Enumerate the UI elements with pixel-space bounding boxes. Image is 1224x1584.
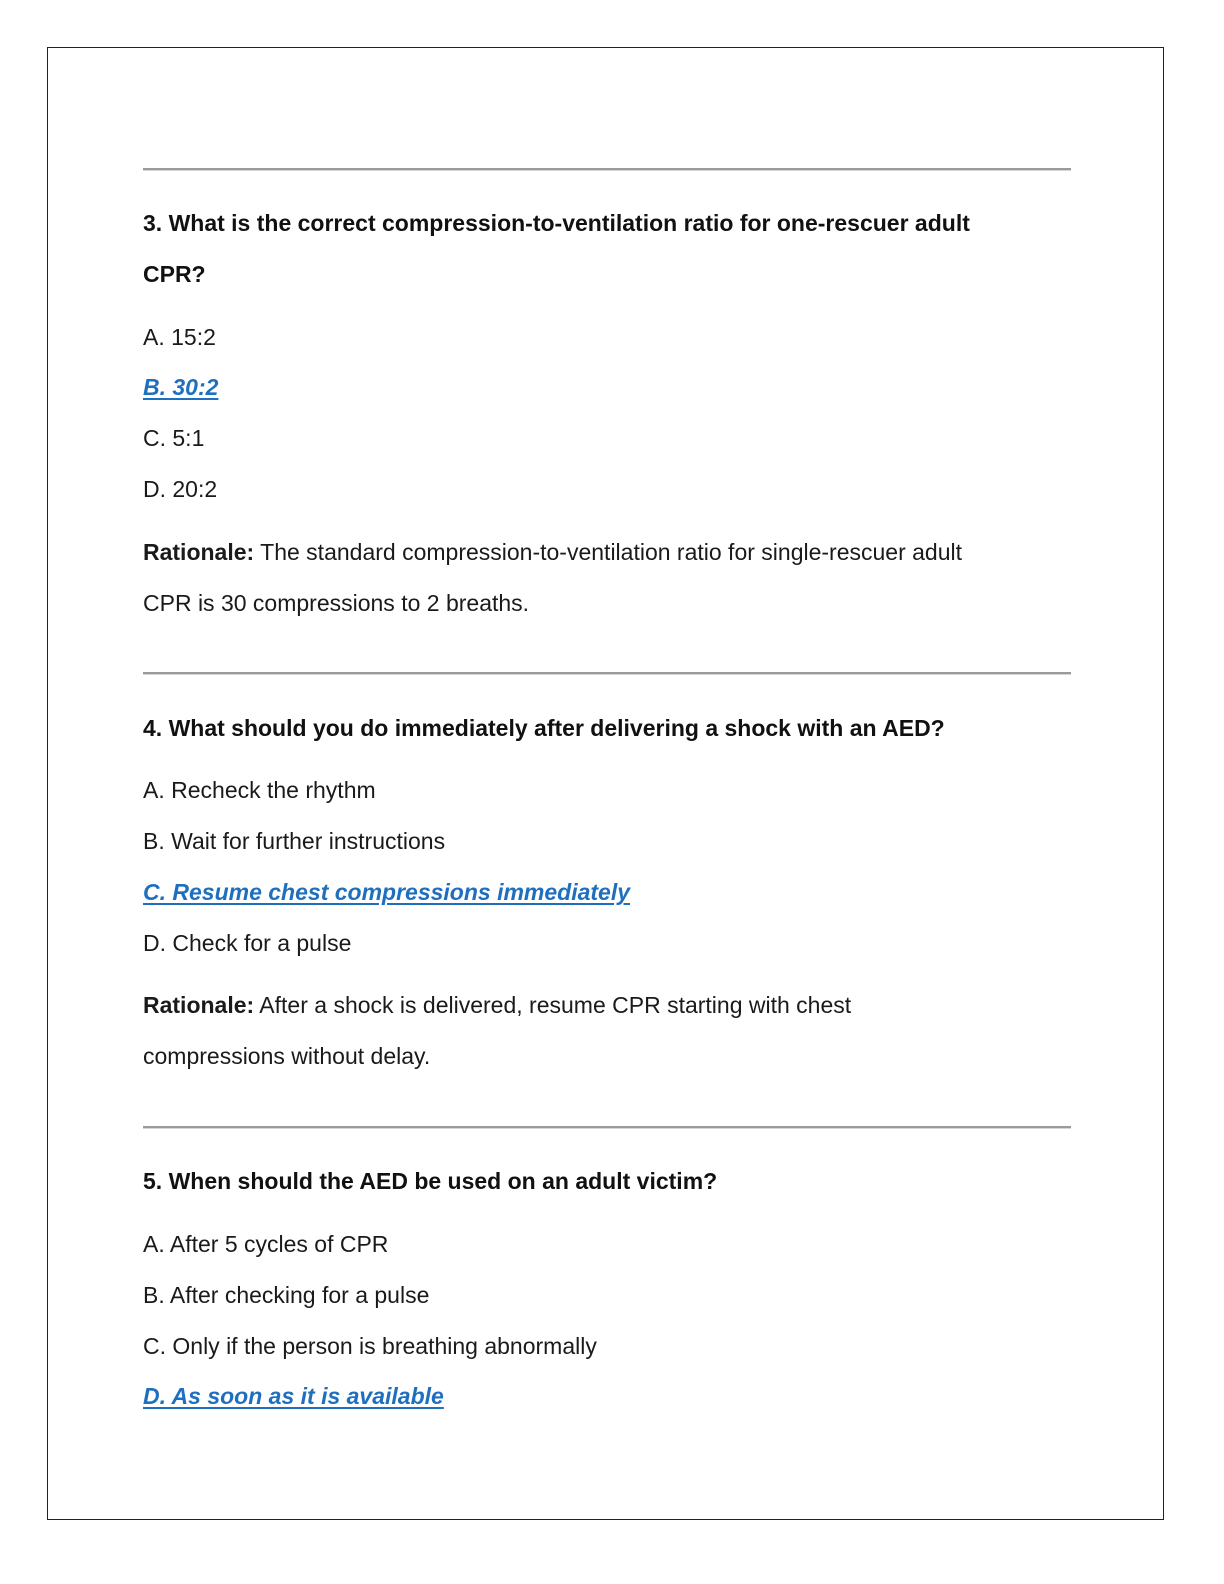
question-5-option-c: C. Only if the person is breathing abnormally bbox=[143, 1333, 597, 1359]
question-4-rationale-continued: compressions without delay. bbox=[143, 1043, 431, 1069]
rationale-text: The standard compression-to-ventilation ratio for single-rescuer adult bbox=[254, 539, 962, 565]
question-3-correct-answer[interactable]: B. 30:2 bbox=[143, 374, 219, 400]
question-4-option-a: A. Recheck the rhythm bbox=[143, 777, 376, 803]
rationale-text: After a shock is delivered, resume CPR starting with chest bbox=[254, 992, 852, 1018]
question-3-rationale bbox=[143, 537, 1071, 567]
section-divider bbox=[143, 168, 1071, 170]
question-3-rationale-continued: CPR is 30 compressions to 2 breaths. bbox=[143, 590, 530, 616]
question-3-text-continued: CPR? bbox=[143, 261, 206, 287]
section-divider bbox=[143, 672, 1071, 674]
question-3-option-c: C. 5:1 bbox=[143, 425, 205, 451]
question-3-text: 3. What is the correct compression-to-ventilation ratio for one-rescuer adult bbox=[143, 210, 970, 236]
question-5-text: 5. When should the AED be used on an adult victim? bbox=[143, 1168, 718, 1194]
question-4-rationale bbox=[143, 990, 1071, 1020]
question-4-correct-answer[interactable]: C. Resume chest compressions immediately bbox=[143, 879, 631, 905]
question-4-text: 4. What should you do immediately after delivering a shock with an AED? bbox=[143, 715, 945, 741]
question-3-option-a: A. 15:2 bbox=[143, 324, 216, 350]
question-5-option-a: A. After 5 cycles of CPR bbox=[143, 1231, 389, 1257]
rationale-label: Rationale: bbox=[143, 539, 255, 565]
section-divider bbox=[143, 1126, 1071, 1128]
question-3-option-d: D. 20:2 bbox=[143, 476, 218, 502]
rationale-label: Rationale: bbox=[143, 992, 255, 1018]
question-5-option-b: B. After checking for a pulse bbox=[143, 1282, 430, 1308]
question-4-option-d: D. Check for a pulse bbox=[143, 930, 352, 956]
question-4-option-b: B. Wait for further instructions bbox=[143, 828, 446, 854]
question-5-correct-answer[interactable]: D. As soon as it is available bbox=[143, 1383, 444, 1409]
